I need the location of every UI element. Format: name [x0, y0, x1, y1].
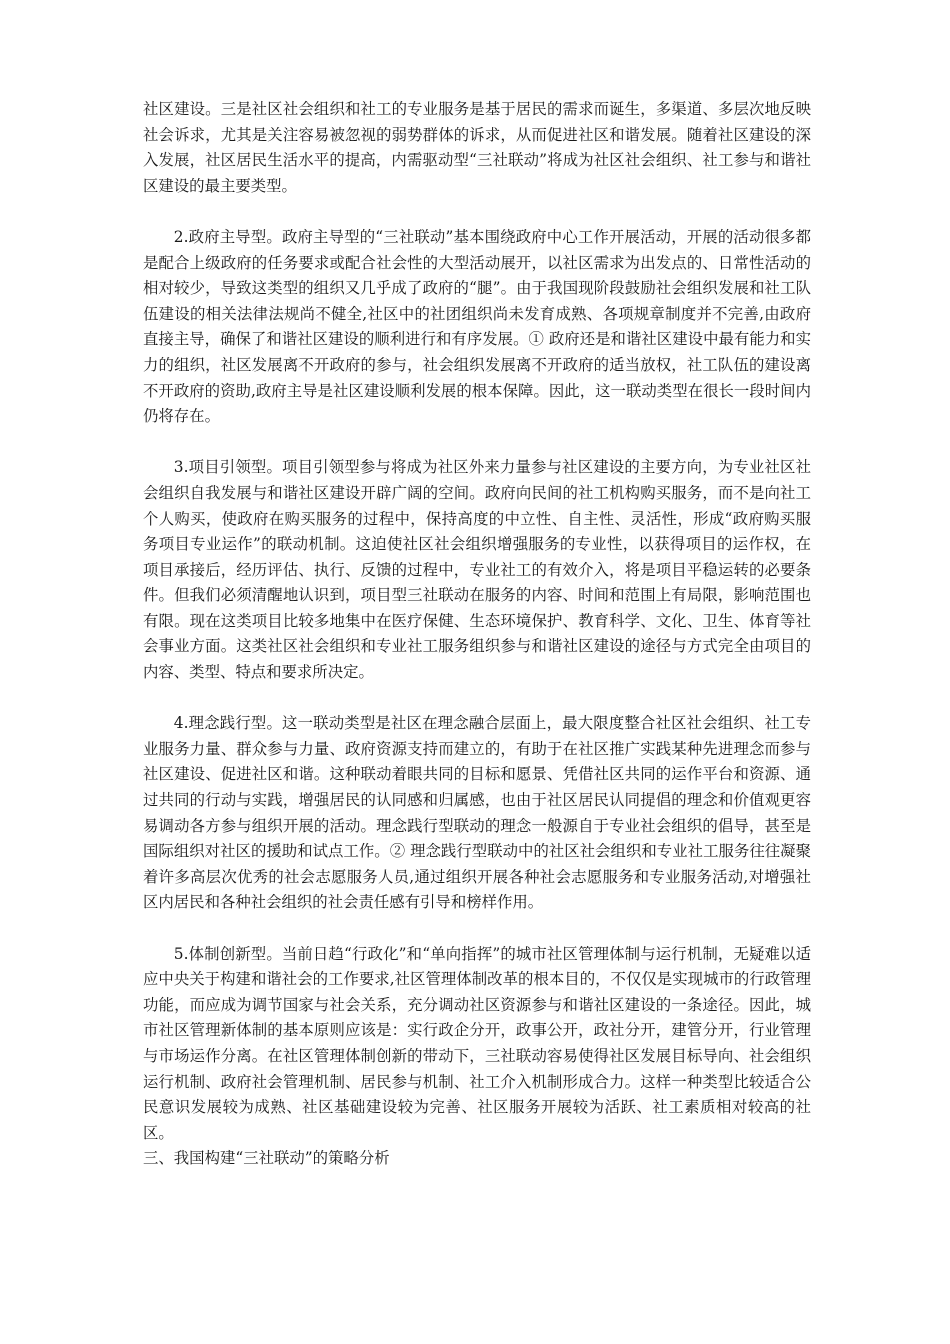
paragraph-gap: [143, 430, 811, 456]
paragraph-gap: [143, 916, 811, 942]
paragraph-institutional-innovation-type: 5.体制创新型。当前日趋“行政化”和“单向指挥”的城市社区管理体制与运行机制，无疑难以适应中央关于构建和谐社会的工作要求,社区管理体制改革的根本目的，不仅仅是实现城市的行政管理功能，而应成为调节国家与社会关系，充分调动社区资源参与和谐社区建设的一条途径。因此，城市社区管理新体制的基本原则应该是：实行政企分开，政事公开，政社分开，建管分开，行业管理与市场运作分离。在社区管理体制创新的带动下，三社联动容易使得社区发展目标导向、社会组织运行机制、政府社会管理机制、居民参与机制、社工介入机制形成合力。这样一种类型比较适合公民意识发展较为成熟、社区基础建设较为完善、社区服务开展较为活跃、社工素质相对较高的社区。: [143, 944, 811, 1142]
section-heading: 三、我国构建“三社联动”的策略分析: [143, 1149, 390, 1168]
paragraph-concept-practice-type: 4.理念践行型。这一联动类型是社区在理念融合层面上，最大限度整合社区社会组织、社工专业服务力量、群众参与力量、政府资源支持而建立的，有助于在社区推广实践某种先进理念而参与社区建设、促进社区和谐。这种联动着眼共同的目标和愿景、凭借社区共同的运作平台和资源、通过共同的行动与实践，增强居民的认同感和归属感，也由于社区居民认同提倡的理念和价值观更容易调动各方参与组织开展的活动。理念践行型联动的理念一般源自于专业社会组织的倡导，甚至是国际组织对社区的援助和试点工作。② 理念践行型联动中的社区社会组织和专业社工服务往往凝聚着许多高层次优秀的社会志愿服务人员,通过组织开展各种社会志愿服务和专业服务活动,对增强社区内居民和各种社会组织的社会责任感有引导和榜样作用。: [143, 714, 811, 912]
paragraph-gap: [143, 686, 811, 712]
paragraph-project-led-type: 3.项目引领型。项目引领型参与将成为社区外来力量参与社区建设的主要方向，为专业社区社会组织自我发展与和谐社区建设开辟广阔的空间。政府向民间的社工机构购买服务，而不是向社工个人购买，使政府在购买服务的过程中，保持高度的中立性、自主性、灵活性，形成“政府购买服务项目专业运作”的联动机制。这迫使社区社会组织增强服务的专业性，以获得项目的运作权，在项目承接后，经历评估、执行、反馈的过程中，专业社工的有效介入，将是项目平稳运转的必要条件。但我们必须清醒地认识到，项目型三社联动在服务的内容、时间和范围上有局限，影响范围也有限。现在这类项目比较多地集中在医疗保健、生态环境保护、教育科学、文化、卫生、体育等社会事业方面。这类社区社会组织和专业社工服务组织参与和谐社区建设的途径与方式完全由项目的内容、类型、特点和要求所决定。: [143, 458, 811, 682]
paragraph-government-led-type: 2.政府主导型。政府主导型的“三社联动”基本围绕政府中心工作开展活动，开展的活动很多都是配合上级政府的任务要求或配合社会性的大型活动展开，以社区需求为出发点的、日常性活动的相对较少，导致这类型的组织又几乎成了政府的“腿”。由于我国现阶段鼓励社会组织发展和社工队伍建设的相关法律法规尚不健全,社区中的社团组织尚未发育成熟、各项规章制度并不完善,由政府直接主导，确保了和谐社区建设的顺利进行和有序发展。① 政府还是和谐社区建设中最有能力和实力的组织，社区发展离不开政府的参与，社会组织发展离不开政府的适当放权，社工队伍的建设离不开政府的资助,政府主导是社区建设顺利发展的根本保障。因此，这一联动类型在很长一段时间内仍将存在。: [143, 227, 811, 426]
paragraph-community-building-continued: 社区建设。三是社区社会组织和社工的专业服务是基于居民的需求而诞生，多渠道、多层次地反映社会诉求，尤其是关注容易被忽视的弱势群体的诉求，从而促进社区和谐发展。随着社区建设的深入发展，社区居民生活水平的提高，内需驱动型“三社联动”将成为社区社会组织、社工参与和谐社区建设的最主要类型。: [143, 100, 811, 195]
document-page: [143, 97, 811, 1172]
paragraph-gap: [143, 199, 811, 225]
